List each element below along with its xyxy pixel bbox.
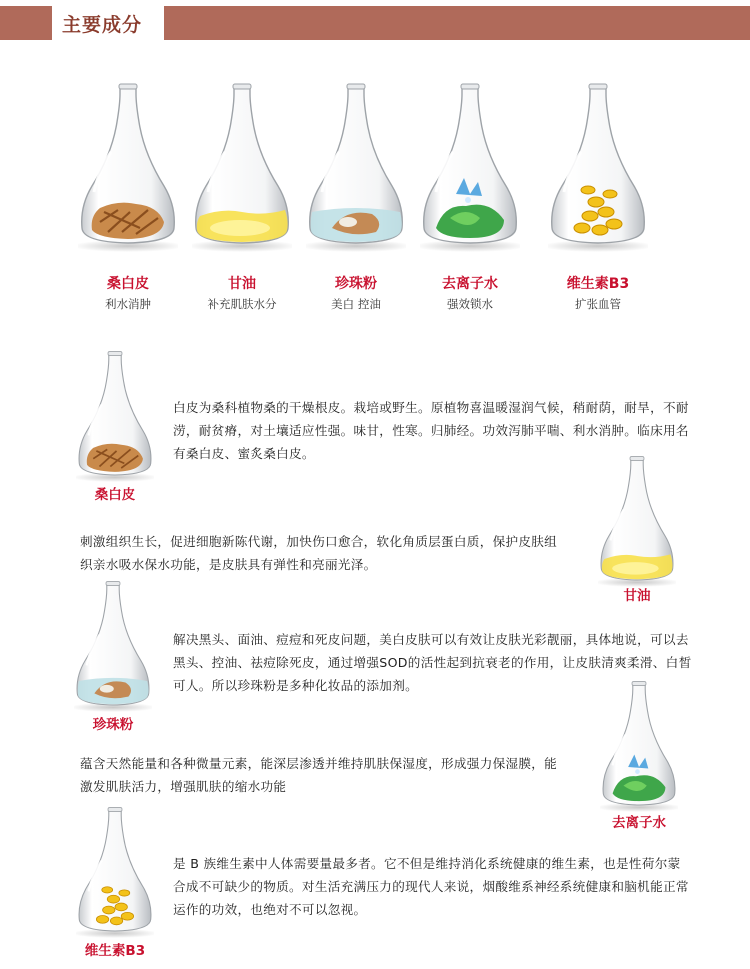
detail-text-deionized-water: 蕴含天然能量和各种微量元素，能深层渗透并维持肌肤保湿度，形成强力保湿膜，能激发肌肤活力，增强肌肤的缩水功能 xyxy=(80,756,558,794)
ingredient-benefit: 强效锁水 xyxy=(447,297,493,311)
ingredient-benefit: 补充肌肤水分 xyxy=(207,297,277,311)
detail-bottle-pearl-powder-image xyxy=(74,580,152,712)
ingredient-name: 去离子水 xyxy=(442,276,498,292)
ingredient-name: 桑白皮 xyxy=(107,276,149,292)
detail-bottle-deionized-water-image xyxy=(600,680,678,812)
section-title: 主要成分 xyxy=(62,14,143,36)
detail-label-pearl-powder: 珍珠粉 xyxy=(92,717,134,733)
bottle-pearl-powder-image xyxy=(306,82,406,252)
bottle-vitamin-b3-image xyxy=(548,82,648,252)
bottle-mulberry-bark-image xyxy=(78,82,178,252)
detail-label-vitamin-b3: 维生素B3 xyxy=(84,943,146,959)
bottle-glycerin-image xyxy=(192,82,292,252)
ingredient-name: 甘油 xyxy=(228,276,256,292)
detail-label-mulberry-bark: 桑白皮 xyxy=(94,487,136,503)
detail-label-glycerin: 甘油 xyxy=(623,588,651,604)
ingredient-benefit: 利水消肿 xyxy=(105,297,151,311)
section-header-banner xyxy=(0,6,750,40)
detail-text-mulberry-bark: 白皮为桑科植物桑的干燥根皮。栽培或野生。原植物喜温暖湿润气候，稍耐荫，耐旱，不耐涝，耐贫瘠，对土壤适应性强。味甘，性寒。归肺经。功效泻肺平喘、利水消肿。临床用名有桑白皮、蜜炙桑白皮。 xyxy=(173,400,689,461)
ingredient-benefit: 美白 控油 xyxy=(331,297,381,311)
detail-label-deionized-water: 去离子水 xyxy=(612,815,666,831)
detail-text-pearl-powder: 解决黑头、面油、痘痘和死皮问题，美白皮肤可以有效让皮肤光彩靓丽，具体地说，可以去黑头、控油、祛痘除死皮，通过增强SOD的活性起到抗衰老的作用，让皮肤清爽柔滑、白皙可人。所以珍珠粉是多种化妆品的添加剂。 xyxy=(173,632,692,693)
detail-text-glycerin: 刺激组织生长，促进细胞新陈代谢，加快伤口愈合，软化角质层蛋白质，保护皮肤组织亲水吸水保水功能，是皮肤具有弹性和亮丽光泽。 xyxy=(80,534,558,572)
detail-bottle-glycerin-image xyxy=(598,455,676,587)
ingredient-name: 维生素B3 xyxy=(566,276,630,292)
ingredient-benefit: 扩张血管 xyxy=(575,297,621,311)
detail-text-vitamin-b3: 是 B 族维生素中人体需要量最多者。它不但是维持消化系统健康的维生素，也是性荷尔蒙合成不可缺少的物质。对生活充满压力的现代人来说，烟酸维系神经系统健康和脑机能正常运作的功效，也绝对不可以忽视。 xyxy=(173,856,689,917)
detail-bottle-mulberry-bark-image xyxy=(76,350,154,482)
detail-bottle-vitamin-b3-image xyxy=(76,806,154,938)
ingredient-name: 珍珠粉 xyxy=(335,276,377,292)
bottle-deionized-water-image xyxy=(420,82,520,252)
